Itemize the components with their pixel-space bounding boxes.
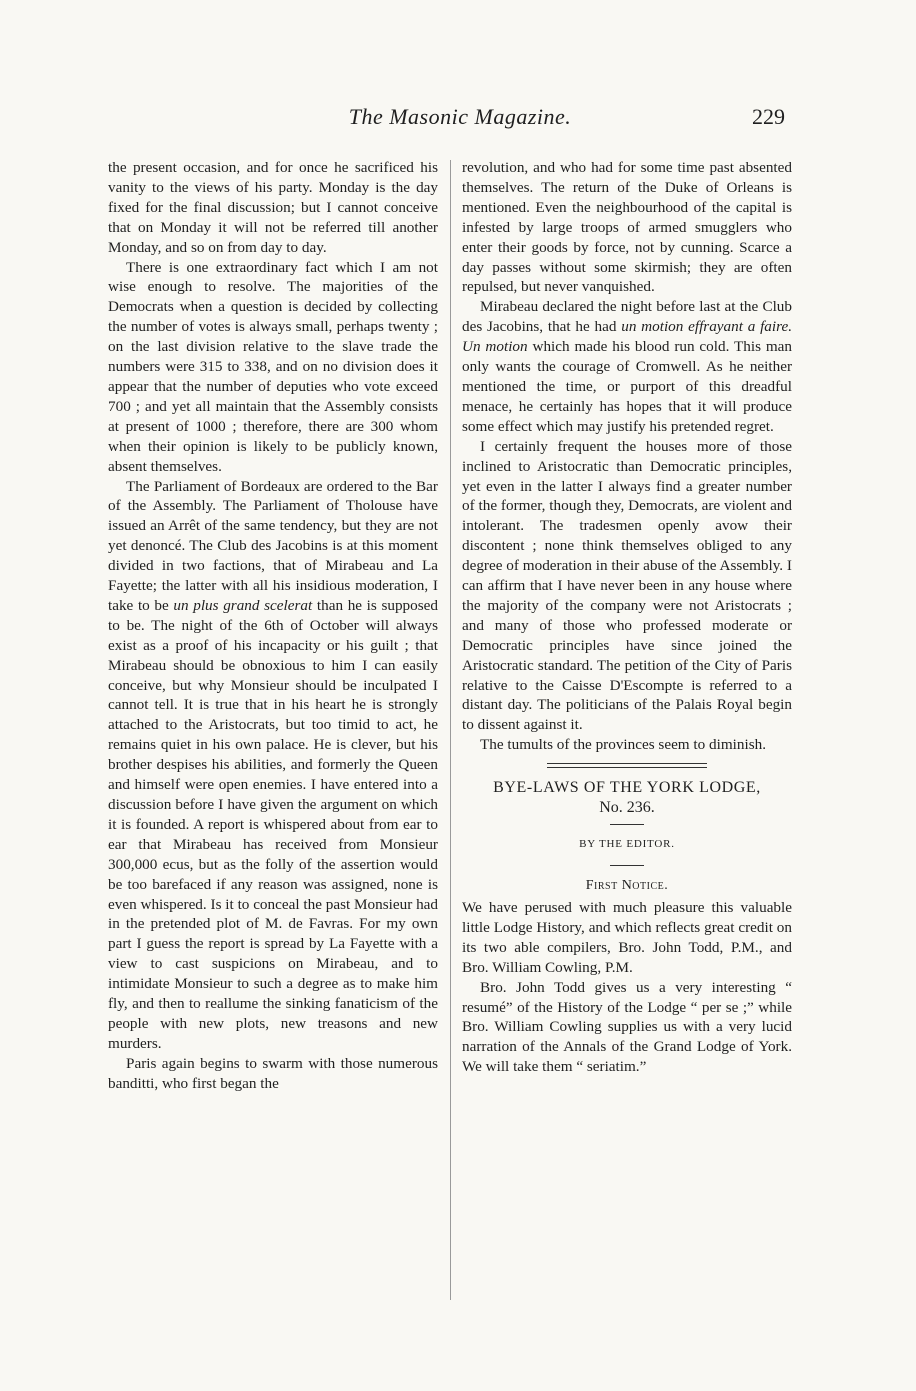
italic-phrase: un plus grand scelerat xyxy=(173,596,313,614)
paragraph: The tumults of the provinces seem to diminish. xyxy=(480,736,766,754)
running-title: The Masonic Magazine. xyxy=(348,104,572,129)
page-number: 229 xyxy=(752,104,785,129)
section-title: BYE-LAWS OF THE YORK LODGE, xyxy=(493,779,761,797)
column-divider xyxy=(450,160,451,1300)
text-run: The Parliament of Bordeaux are ordered to the Bar of the Assembly. The Parliament of Tholouse have issued an Arrêt of the same tendency, but they are not yet denoncé. The Club des Jacobins is at this moment divided in two factions, that of Mirabeau and La Fayette; the latter with all his insidious moderation, I take to be xyxy=(108,477,438,614)
text-run: Mirabeau declared the night before last at the Club des Jacobins, that he had xyxy=(462,298,792,336)
short-divider xyxy=(610,865,644,866)
lodge-number: No. 236. xyxy=(599,799,655,817)
section-divider xyxy=(547,763,707,768)
paragraph: There is one extraordinary fact which I am not wise enough to resolve. The majorities of the Democrats when a question is decided by collecting the number of votes is always small, perhaps twenty ; on the last division relative to the slave trade the numbers were 315 to 338, and on no division does it appear that the number of deputies who vote exceed 700 ; and yet all maintain that the Assembly consists at present of 1000 ; therefore, there are 300 whom when their opinion is likely to be publicly known, absent themselves. xyxy=(108,258,438,475)
paragraph: Paris again begins to swarm with those numerous banditti, who first began the xyxy=(108,1054,438,1092)
text-run: than he is supposed to be. The night of the 6th of October will always exist as a proof of his incapacity or his guilt ; that Mirabeau should be obnoxious to him I can easily conceive, but why Monsieur should be inculpated I cannot tell. It is true that in his heart he is strongly attached to the Aristocrats, but too timid to act, he remains quiet in his own palace. He is clever, but his brother despises his abilities, and formerly the Queen and himself were open enemies. I have entered into a discussion before I have given the argument on which it is founded. A report is whispered about from ear to ear that Mirabeau has received from Monsieur 300,000 ecus, but as the folly of the assertion would be too barefaced if any reason was assigned, none is even whispered. Is it to conceal the past Monsieur had in the pretended plot of M. de Favras. For my own part I guess the report is spread by La Fayette with a view to cast suspicions on Mirabeau, and to intimidate Monsieur to such a degree as to make him fly, and then to reallume the sinking fanaticism of the people with new plots, new treasons and new murders. xyxy=(108,596,438,1052)
text-run: which made his blood run cold. This man only wants the courage of Cromwell. As he neither mentioned the time, or purport of this dreadful menace, he certainly has hopes that it will produce some effect which may justify his pretended regret. xyxy=(462,338,793,435)
page-header xyxy=(0,104,916,138)
short-divider xyxy=(610,824,644,825)
paragraph xyxy=(108,477,438,1054)
byline: BY THE EDITOR. xyxy=(579,838,675,851)
paragraph: Bro. John Todd gives us a very interesting “ resumé” of the History of the Lodge “ per se ;” while Bro. William Cowling supplies us with a very lucid narration of the Annals of the Grand Lodge of York. We will take them “ seriatim.” xyxy=(462,978,792,1076)
notice-heading: First Notice. xyxy=(585,878,669,894)
italic-phrase: un motion effrayant a faire. xyxy=(621,318,792,336)
italic-phrase: Un motion xyxy=(462,338,528,356)
paragraph: I certainly frequent the houses more of those inclined to Aristocratic than Democratic principles, yet even in the latter I always find a greater number of the former, though they, Democrats, are violent and intolerant. The tradesmen openly avow their discontent ; none think themselves obliged to any degree of moderation in their abuse of the Assembly. I can affirm that I have never been in any house where the majority of the company were not Aristocrats ; and many of those who professed moderate or Democratic principles have since joined the Aristocratic standard. The petition of the City of Paris relative to the Caisse D'Escompte is referred to a distant day. The politicians of the Palais Royal begin to dissent against it. xyxy=(462,437,792,734)
paragraph: We have perused with much pleasure this valuable little Lodge History, and which reflects great credit on its two able compilers, Bro. John Todd, P.M., and Bro. William Cowling, P.M. xyxy=(462,899,792,976)
paragraph: revolution, and who had for some time past absented themselves. The return of the Duke of Orleans is mentioned. Even the neighbourhood of the capital is infested by large troops of armed smugglers who enter their goods by force, not by cunning. Scarce a day passes without some skirmish; they are often repulsed, but never vanquished. xyxy=(462,159,792,296)
paragraph: the present occasion, and for once he sacrificed his vanity to the views of his party. Monday is the day fixed for the final discussion; but I cannot conceive that on Monday it will not be referred till another Monday, and so on from day to day. xyxy=(108,159,438,256)
right-column xyxy=(462,158,792,1077)
left-column xyxy=(108,158,438,1094)
paragraph xyxy=(462,297,792,436)
